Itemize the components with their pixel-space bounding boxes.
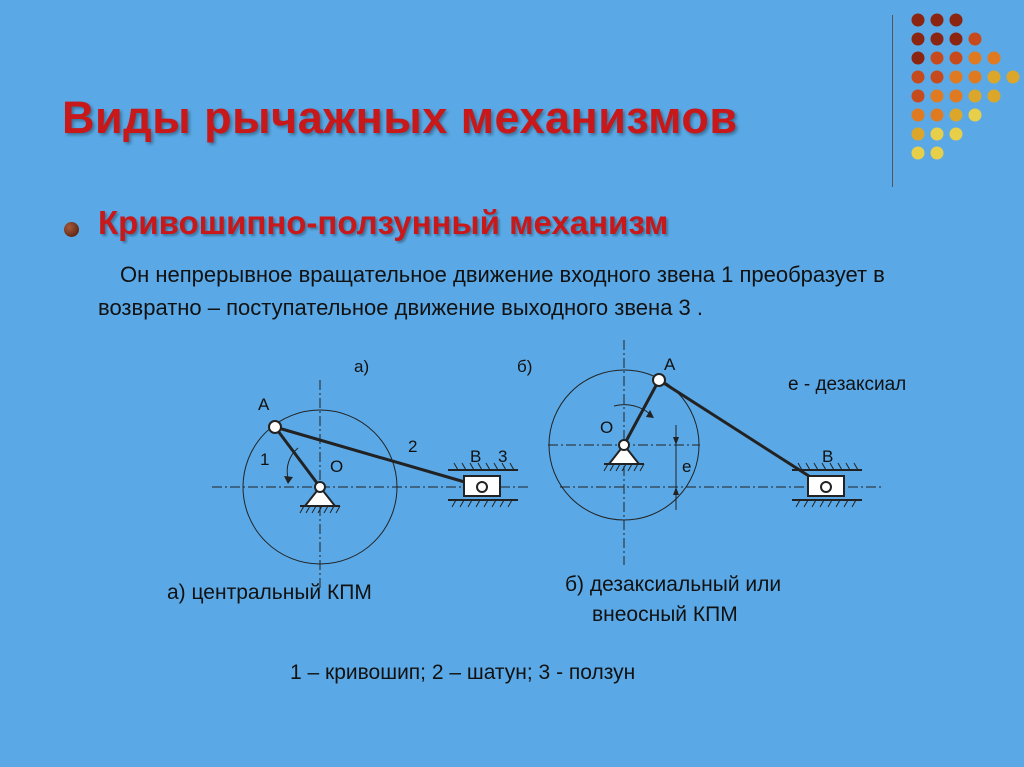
crank-link-1 [275, 427, 320, 487]
label-a-diagram: а) [354, 357, 370, 376]
decor-dot [931, 147, 944, 160]
label-point-b-b: B [822, 447, 834, 466]
label-b-diagram: б) [517, 357, 533, 376]
bullet-heading: Кривошипно-ползунный механизм [98, 204, 669, 241]
label-offset-e: е [682, 457, 692, 476]
decor-dot [969, 52, 982, 65]
label-e-note: е - дезаксиал [788, 374, 907, 395]
joint-b-a [477, 482, 487, 492]
decor-dot [988, 52, 1001, 65]
decor-dot [912, 109, 925, 122]
label-link-3-a: 3 [498, 447, 508, 466]
joint-a-a [269, 421, 281, 433]
legend-text: 1 – кривошип; 2 – шатун; 3 - ползун [290, 661, 636, 684]
decor-dot [969, 90, 982, 103]
decor-dot [969, 109, 982, 122]
decor-dot [931, 128, 944, 141]
decor-dot [1007, 71, 1020, 84]
decor-dot [912, 71, 925, 84]
decor-dot [931, 14, 944, 27]
decor-dot [969, 33, 982, 46]
label-point-a-b: A [664, 355, 676, 374]
decor-dot [931, 90, 944, 103]
decor-dot [988, 90, 1001, 103]
decor-dot [950, 33, 963, 46]
joint-b-b [821, 482, 831, 492]
decor-dot [912, 90, 925, 103]
description-text: Он непрерывное вращательное движение входного звена 1 преобразует в возвратно – поступательное движение выходного звена 3 . [98, 262, 885, 320]
decor-dot [912, 147, 925, 160]
decor-dot [912, 128, 925, 141]
decor-dot [931, 71, 944, 84]
joint-o-a [315, 482, 325, 492]
decor-dot [950, 109, 963, 122]
decor-dot [912, 33, 925, 46]
rotation-arrowhead-a [284, 476, 293, 484]
label-link-2-a: 2 [408, 437, 418, 456]
decor-dot [931, 52, 944, 65]
decor-dot [931, 109, 944, 122]
caption-b-line1: б) дезаксиальный или [565, 573, 782, 596]
offset-e-arrow-top [673, 437, 679, 445]
decor-dot [912, 14, 925, 27]
decor-dot [931, 33, 944, 46]
decor-dot [950, 52, 963, 65]
label-point-o-a: O [330, 457, 344, 476]
decor-dot [969, 71, 982, 84]
decor-dot [912, 52, 925, 65]
joint-a-b [653, 374, 665, 386]
label-point-a-a: A [258, 395, 270, 414]
offset-e-arrow-bottom [673, 487, 679, 495]
caption-b-line2: внеосный КПМ [592, 603, 738, 626]
joint-o-b [619, 440, 629, 450]
bullet-dot-icon [64, 222, 79, 237]
decor-dot [988, 71, 1001, 84]
rotation-arrowhead-b [646, 410, 654, 418]
label-link-1-a: 1 [260, 450, 270, 469]
decor-dot [950, 14, 963, 27]
page-title: Виды рычажных механизмов [62, 92, 738, 143]
connecting-rod-2 [275, 427, 482, 487]
decor-dot [950, 71, 963, 84]
label-point-b-a: B [470, 447, 482, 466]
label-point-o-b: O [600, 418, 614, 437]
decor-dot [950, 90, 963, 103]
crank-link-1-b [624, 380, 659, 445]
decor-dot [950, 128, 963, 141]
caption-a: а) центральный КПМ [167, 581, 372, 604]
title-divider [892, 15, 893, 187]
